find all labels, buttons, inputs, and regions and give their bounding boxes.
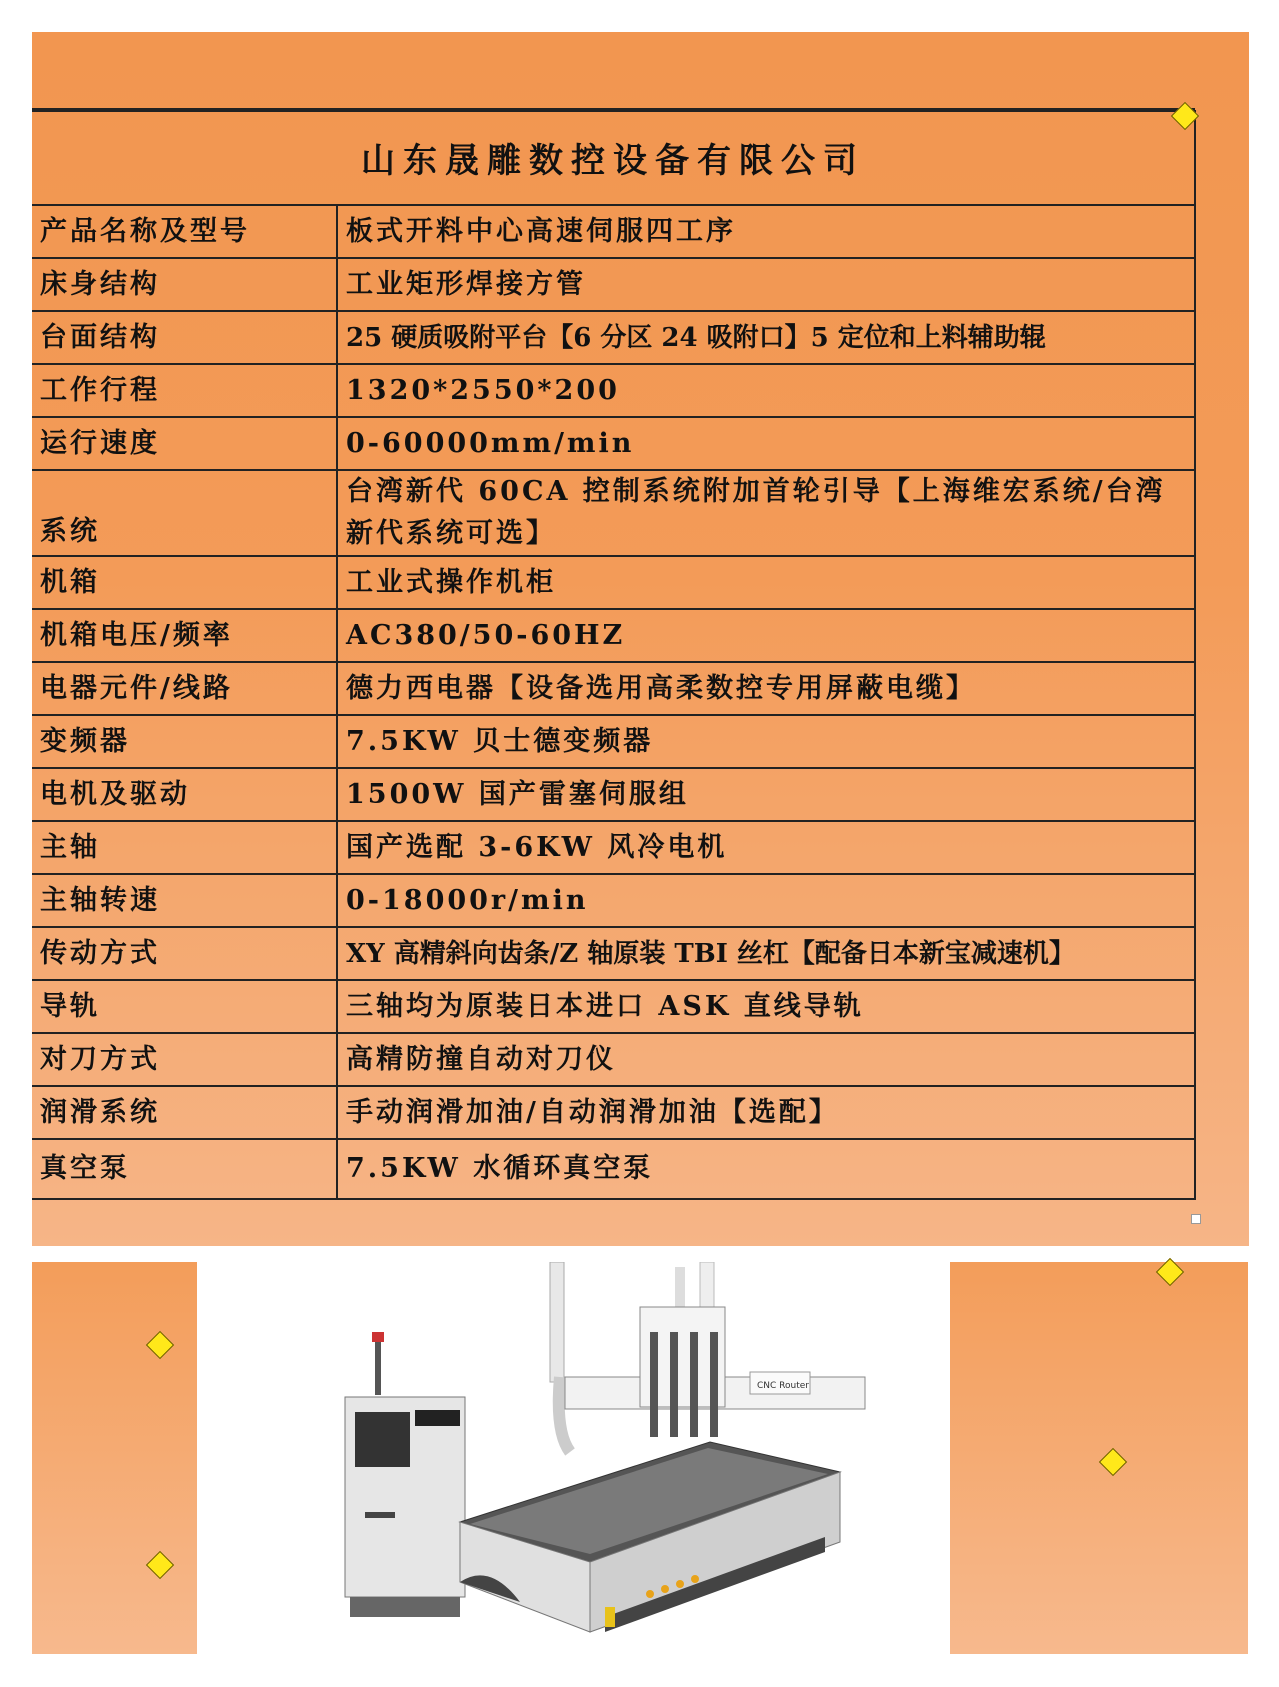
row-value: XY 高精斜向齿条/Z 轴原装 TBI 丝杠【配备日本新宝减速机】 xyxy=(337,927,1195,980)
row-label: 机箱 xyxy=(32,556,337,609)
row-value: 手动润滑加油/自动润滑加油【选配】 xyxy=(337,1086,1195,1139)
row-value: 德力西电器【设备选用高柔数控专用屏蔽电缆】 xyxy=(337,662,1195,715)
company-title: 山东晟雕数控设备有限公司 xyxy=(32,111,1195,205)
brand-plate-text: CNC Router xyxy=(757,1381,809,1391)
spec-table xyxy=(32,110,1196,1200)
row-label: 电机及驱动 xyxy=(32,768,337,821)
row-value: 0-18000r/min xyxy=(337,874,1195,927)
row-label: 导轨 xyxy=(32,980,337,1033)
row-value: 1320*2550*200 xyxy=(337,364,1195,417)
row-label: 主轴 xyxy=(32,821,337,874)
row-label: 变频器 xyxy=(32,715,337,768)
cnc-machine-image xyxy=(320,1262,920,1662)
row-label: 床身结构 xyxy=(32,258,337,311)
row-label: 工作行程 xyxy=(32,364,337,417)
row-value: 高精防撞自动对刀仪 xyxy=(337,1033,1195,1086)
left-orange-panel xyxy=(32,1262,197,1654)
row-value: 0-60000mm/min xyxy=(337,417,1195,470)
row-label: 主轴转速 xyxy=(32,874,337,927)
row-label: 产品名称及型号 xyxy=(32,205,337,258)
row-label: 对刀方式 xyxy=(32,1033,337,1086)
row-value: 7.5KW 水循环真空泵 xyxy=(337,1139,1195,1199)
row-value: 国产选配 3-6KW 风冷电机 xyxy=(337,821,1195,874)
row-value: 25 硬质吸附平台【6 分区 24 吸附口】5 定位和上料辅助辊 xyxy=(337,311,1195,364)
row-label: 传动方式 xyxy=(32,927,337,980)
corner-handle-icon[interactable] xyxy=(1191,1214,1201,1224)
row-value: 三轴均为原装日本进口 ASK 直线导轨 xyxy=(337,980,1195,1033)
row-label: 系统 xyxy=(32,470,337,556)
right-orange-panel xyxy=(950,1262,1248,1654)
row-value: 工业式操作机柜 xyxy=(337,556,1195,609)
row-value: 台湾新代 60CA 控制系统附加首轮引导【上海维宏系统/台湾新代系统可选】 xyxy=(337,470,1195,556)
row-label: 台面结构 xyxy=(32,311,337,364)
row-value: 工业矩形焊接方管 xyxy=(337,258,1195,311)
row-label: 运行速度 xyxy=(32,417,337,470)
row-label: 润滑系统 xyxy=(32,1086,337,1139)
row-value: 1500W 国产雷塞伺服组 xyxy=(337,768,1195,821)
row-label: 真空泵 xyxy=(32,1139,337,1199)
row-label: 电器元件/线路 xyxy=(32,662,337,715)
row-label: 机箱电压/频率 xyxy=(32,609,337,662)
row-value: 7.5KW 贝士德变频器 xyxy=(337,715,1195,768)
row-value: AC380/50-60HZ xyxy=(337,609,1195,662)
row-value: 板式开料中心高速伺服四工序 xyxy=(337,205,1195,258)
